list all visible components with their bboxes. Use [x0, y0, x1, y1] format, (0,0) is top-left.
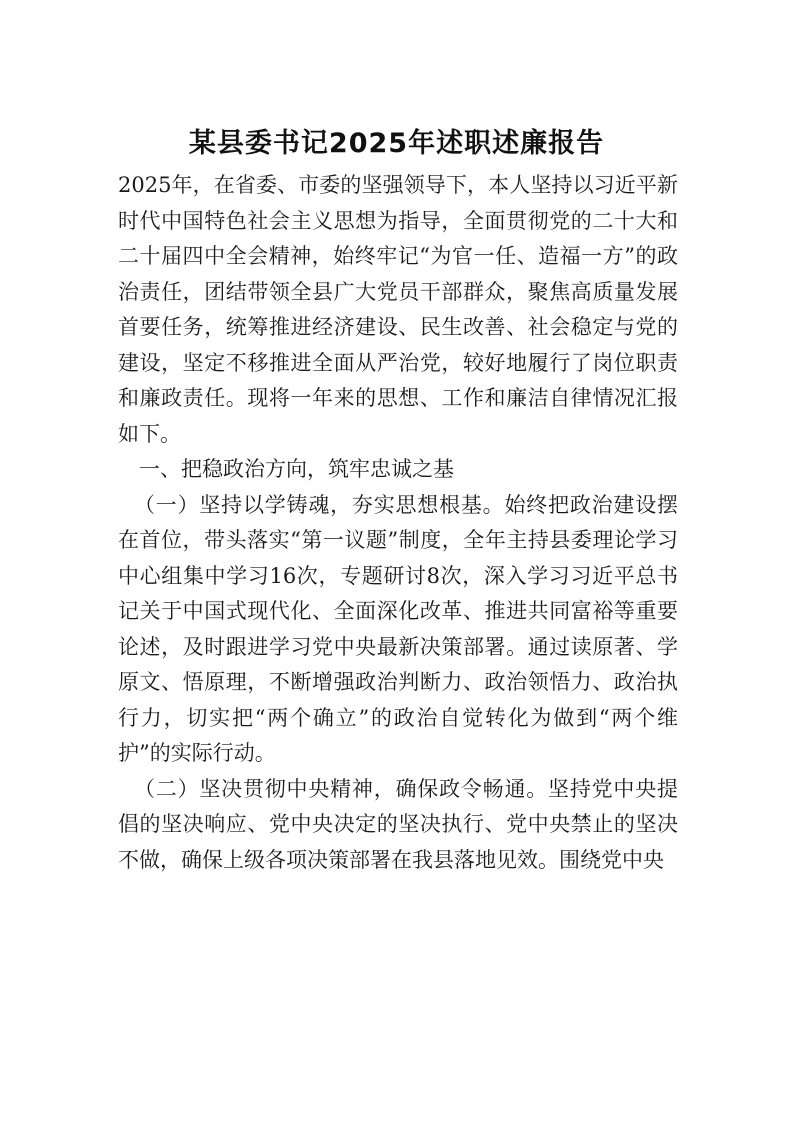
section-heading: 一、把稳政治方向，筑牢忠诚之基 [139, 457, 454, 481]
intro-paragraph: 2025年，在省委、市委的坚强领导下，本人坚持以习近平新时代中国特色社会主义思想为指导，全面贯彻党的二十大和二十届四中全会精神，始终牢记“为官一任、造福一方”的政治责任，团结带领全县广大党员干部群众，聚焦高质量发展首要任务，统筹推进经济建设、民生改善、社会稳定与党的建设，坚定不移推进全面从严治党，较好地履行了岗位职责和廉政责任。现将一年来的思想、工作和廉洁自律情况汇报如下。 [118, 173, 678, 446]
subsection-paragraph-1: （一）坚持以学铸魂，夯实思想根基。始终把政治建设摆在首位，带头落实“第一议题”制度，全年主持县委理论学习中心组集中学习16次，专题研讨8次，深入学习习近平总书记关于中国式现代化、全面深化改革、推进共同富裕等重要论述，及时跟进学习党中央最新决策部署。通过读原著、学原文、悟原理，不断增强政治判断力、政治领悟力、政治执行力，切实把“两个确立”的政治自觉转化为做到“两个维护”的实际行动。 [118, 492, 678, 765]
subsection-paragraph-2: （二）坚决贯彻中央精神，确保政令畅通。坚持党中央提倡的坚决响应、党中央决定的坚决执行、党中央禁止的坚决不做，确保上级各项决策部署在我县落地见效。围绕党中央 [118, 776, 678, 872]
document-title: 某县委书记2025年述职述廉报告 [188, 128, 605, 159]
document-body [118, 168, 678, 878]
